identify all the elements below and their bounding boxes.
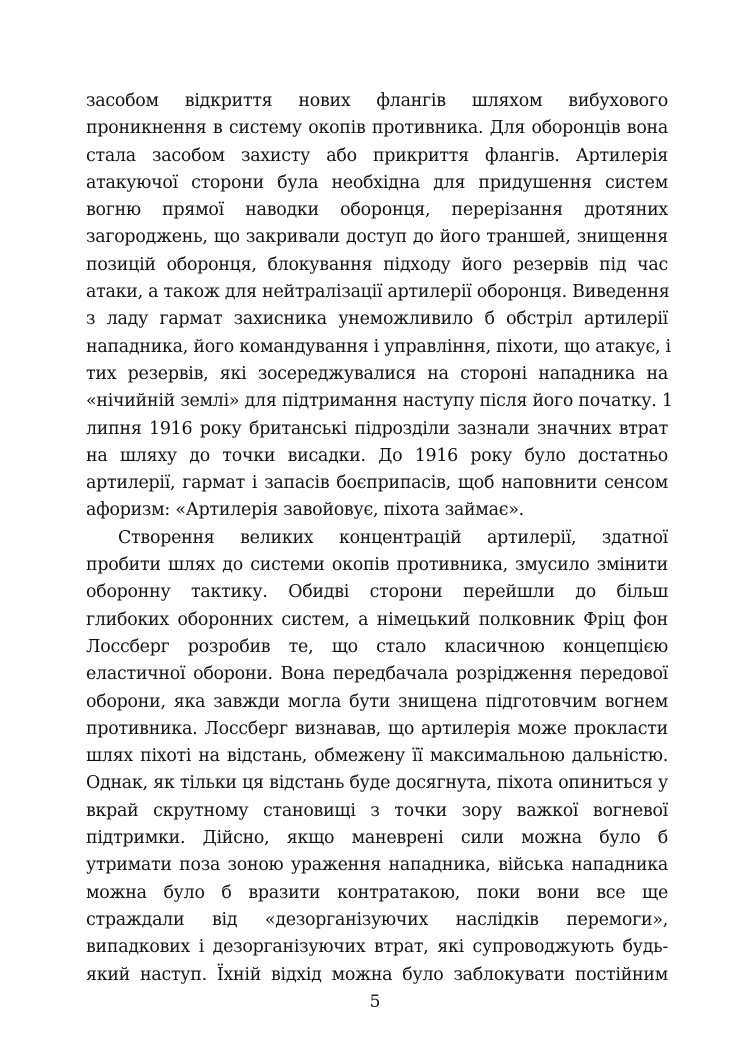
text-line: Однак, як тільки ця відстань буде досягнута, піхота опиниться у [86,773,668,794]
text-line: атаки, а також для нейтралізації артилерії оборонця. Виведення [86,282,670,303]
text-line: шлях піхоті на відстань, обмежену її максимальною дальністю. [86,746,668,767]
text-line: загороджень, що закривали доступ до його траншей, знищення [86,227,668,248]
text-line: проникнення в систему окопів противника. Для оборонців вона [86,118,668,139]
text-line: оборони, яка завжди могла бути знищена підготовчим вогнем [86,691,668,712]
text-line: підтримки. Дійсно, якщо маневрені сили можна було б [86,828,668,849]
text-line: випадкових і дезорганізуючих втрат, які супроводжують будь- [86,937,668,958]
text-line: вкрай скрутному становищі з точки зору важкої вогневої [86,800,668,821]
text-line: з ладу гармат захисника унеможливило б обстріл артилерії [86,309,668,330]
text-line: на шляху до точки висадки. До 1916 року було достатньо [86,445,668,466]
text-line: атакуючої сторони була необхідна для придушення систем [86,172,668,193]
text-line: утримати поза зоною ураження нападника, війська нападника [86,855,668,876]
text-line: афоризм: «Артилерія завойовує, піхота займає». [86,500,524,521]
text-line: липня 1916 року британські підрозділи зазнали значних втрат [86,418,668,439]
text-line: нападника, його командування і управління, піхоти, що атакує, і [86,336,671,357]
text-line: артилерії, гармат і запасів боєприпасів, щоб наповнити сенсом [86,473,668,494]
text-line: можна було б вразити контратакою, поки вони все ще [86,882,668,903]
text-line: засобом відкриття нових флангів шляхом вибухового [86,91,668,111]
text-line: стала засобом захисту або прикриття флангів. Артилерія [86,145,668,166]
text-line: «нічийній землі» для підтримання наступу після його початку. 1 [86,391,673,412]
text-line: глибоких оборонних систем, а німецький полковник Фріц фон [86,609,668,630]
text-line: вогню прямої наводки оборонця, перерізання дротяних [86,200,668,221]
body-text [86,88,673,989]
text-line: еластичної оборони. Вона передбачала розрідження передової [86,664,668,685]
text-line: пробити шлях до системи окопів противника, змусило змінити [86,555,668,576]
text-line: тих резервів, які зосереджувалися на стороні нападника на [86,363,668,384]
text-line: який наступ. Їхній відхід можна було заблокувати постійним [86,964,668,985]
text-line: страждали від «дезорганізуючих наслідків перемоги», [86,909,668,930]
text-line: позицій оборонця, блокування підходу його резервів під час [86,254,668,275]
text-line: Лоссберг розробив те, що стало класичною концепцією [86,636,668,657]
text-line: противника. Лоссберг визнавав, що артилерія може прокласти [86,718,668,739]
page-number: 5 [369,992,381,1012]
paragraph-first-line: Створення великих концентрацій артилерії, здатної [118,527,668,548]
text-line: оборонну тактику. Обидві сторони перейшли до більш [86,582,668,603]
